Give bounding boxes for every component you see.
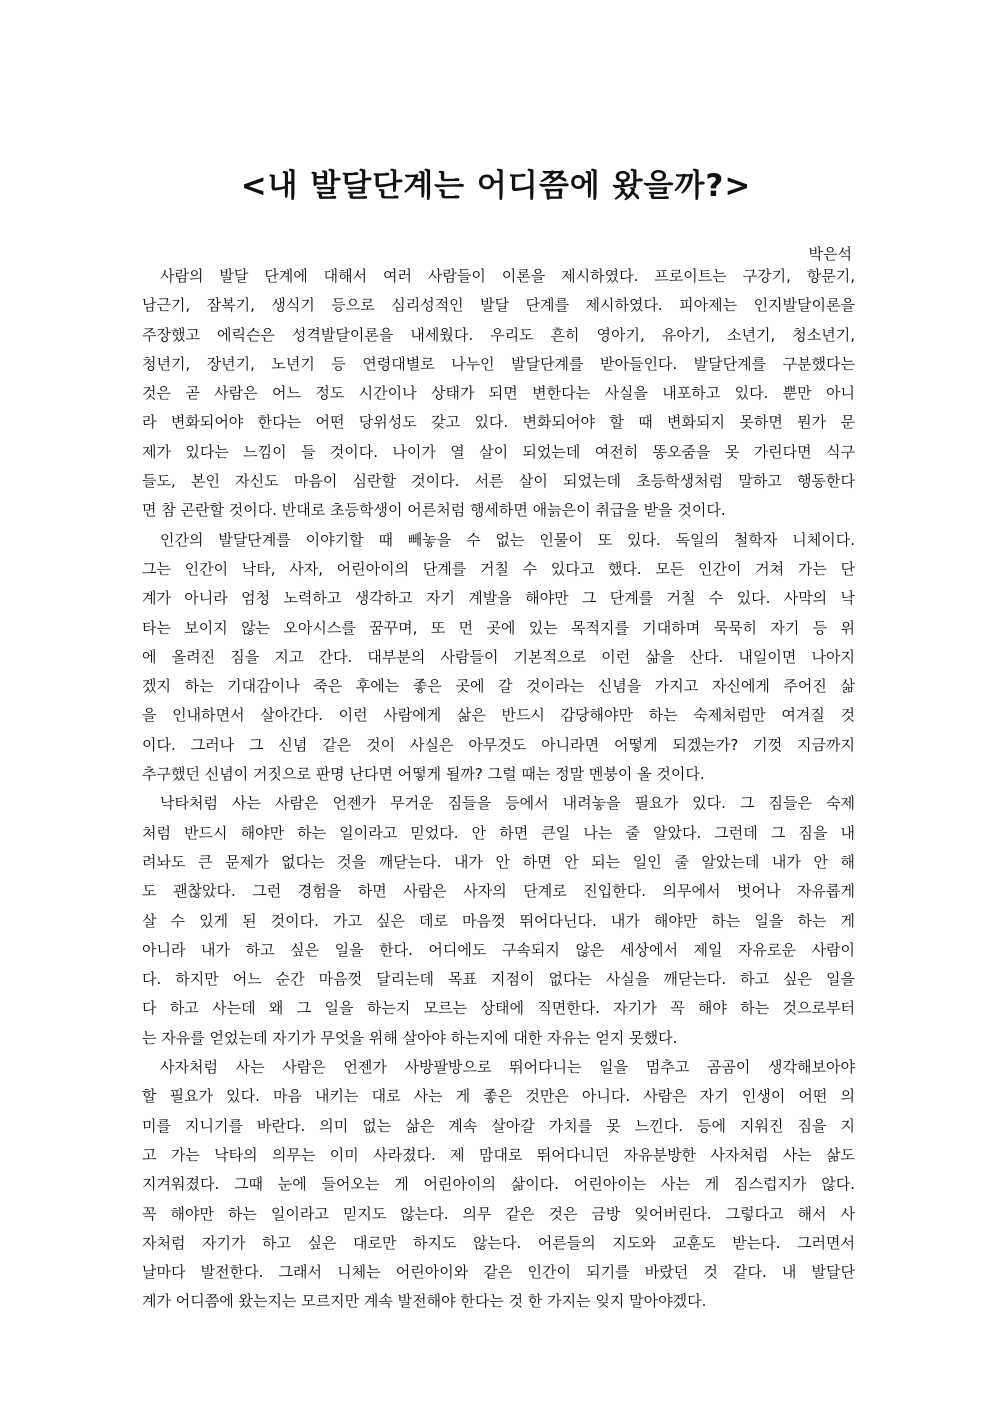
text-line: 날마다 발전한다. 그래서 니체는 어린아이와 같은 인간이 되기를 바랐던 것 같다. 내 발달단 (142, 1263, 855, 1282)
text-line: 이다. 그러나 그 신념 같은 것이 사실은 아무것도 아니라면 어떻게 되겠는가? 기껏 지금까지 (142, 735, 855, 754)
text-line: 제가 있다는 느낌이 들 것이다. 나이가 열 살이 되었는데 여전히 똥오줌을 못 가린다면 식구 (142, 442, 855, 461)
text-line: 계가 어디쯤에 왔는지는 모르지만 계속 발전해야 한다는 것 한 가지는 잊지 말아야겠다. (142, 1292, 707, 1311)
text-line: 다. 하지만 어느 순간 마음껏 달리는데 목표 지점이 없다는 사실을 깨닫는다. 하고 싶은 일을 (142, 970, 855, 989)
text-line: 려놔도 큰 문제가 없다는 것을 깨닫는다. 내가 안 하면 안 되는 일인 줄 알았는데 내가 안 해 (142, 852, 855, 871)
text-line: 꼭 해야만 하는 일이라고 믿지도 않는다. 의무 같은 것은 금방 잊어버린다. 그렇다고 해서 사 (142, 1204, 855, 1223)
text-line: 지겨워졌다. 그때 눈에 들어오는 게 어린아이의 삶이다. 어린아이는 사는 게 짐스럽지가 않다. (142, 1175, 855, 1194)
paragraph (142, 1053, 855, 1317)
text-line: 사람의 발달 단계에 대해서 여러 사람들이 이론을 제시하였다. 프로이트는 구강기, 항문기, (160, 267, 855, 285)
text-line: 타는 보이지 않는 오아시스를 꿈꾸며, 또 먼 곳에 있는 목적지를 기대하며 묵묵히 자기 등 위 (142, 618, 855, 637)
text-line: 겠지 하는 기대감이나 죽은 후에는 좋은 곳에 갈 것이라는 신념을 가지고 자신에게 주어진 삶 (142, 677, 855, 696)
paragraph (142, 526, 855, 790)
text-line: 남근기, 잠복기, 생식기 등으로 심리성적인 발달 단계를 제시하였다. 피아제는 인지발달이론을 (142, 296, 855, 315)
text-line: 인간의 발달단계를 이야기할 때 빼놓을 수 없는 인물이 또 있다. 독일의 철학자 니체이다. (160, 530, 855, 549)
text-line: 청년기, 장년기, 노년기 등 연령대별로 나누인 발달단계를 받아들인다. 발달단계를 구분했다는 (142, 354, 855, 373)
text-line: 주장했고 에릭슨은 성격발달이론을 내세웠다. 우리도 흔히 영아기, 유아기, 소년기, 청소년기, (142, 325, 855, 344)
text-line: 아니라 내가 하고 싶은 일을 한다. 어디에도 구속되지 않은 세상에서 제일 자유로운 사람이 (142, 940, 855, 959)
author-name: 박은석 (808, 245, 852, 263)
text-line: 계가 아니라 엄청 노력하고 생각하고 자기 계발을 해야만 그 단계를 거칠 수 있다. 사막의 낙 (142, 589, 855, 608)
paragraph (142, 262, 855, 526)
paragraph (142, 789, 855, 1053)
text-line: 들도, 본인 자신도 마음이 심란할 것이다. 서른 살이 되었는데 초등학생처럼 말하고 행동한다 (142, 472, 855, 491)
document-title: <내 발달단계는 어디쯤에 왔을까?> (240, 168, 752, 204)
text-line: 면 참 곤란할 것이다. 반대로 초등학생이 어른처럼 행세하면 애늙은이 취급을 받을 것이다. (142, 501, 726, 520)
text-line: 다 하고 사는데 왜 그 일을 하는지 모르는 상태에 직면한다. 자기가 꼭 해야 하는 것으로부터 (142, 999, 855, 1018)
text-line: 고 가는 낙타의 의무는 이미 사라졌다. 제 맘대로 뛰어다니던 자유분방한 사자처럼 사는 삶도 (142, 1145, 855, 1164)
text-line: 것은 곧 사람은 어느 정도 시간이나 상태가 되면 변한다는 사실을 내포하고 있다. 뿐만 아니 (142, 384, 855, 403)
document-body (142, 262, 855, 1317)
text-line: 그는 인간이 낙타, 사자, 어린아이의 단계를 거칠 수 있다고 했다. 모든 인간이 거쳐 가는 단 (142, 559, 855, 578)
text-line: 는 자유를 얻었는데 자기가 무엇을 위해 살아야 하는지에 대한 자유는 얻지 못했다. (142, 1028, 678, 1047)
text-line: 에 올려진 짐을 지고 간다. 대부분의 사람들이 기본적으로 이런 삶을 산다. 내일이면 나아지 (142, 647, 855, 666)
text-line: 자처럼 자기가 하고 싶은 대로만 하지도 않는다. 어른들의 지도와 교훈도 받는다. 그러면서 (142, 1233, 855, 1252)
text-line: 할 필요가 있다. 마음 내키는 대로 사는 게 좋은 것만은 아니다. 사람은 자기 인생이 어떤 의 (142, 1087, 855, 1106)
text-line: 라 변화되어야 한다는 어떤 당위성도 갖고 있다. 변화되어야 할 때 변화되지 못하면 뭔가 문 (142, 413, 855, 432)
text-line: 살 수 있게 된 것이다. 가고 싶은 데로 마음껏 뛰어다닌다. 내가 해야만 하는 일을 하는 게 (142, 911, 855, 930)
text-line: 미를 지니기를 바란다. 의미 없는 삶은 계속 살아갈 가치를 못 느낀다. 등에 지워진 짐을 지 (142, 1116, 855, 1135)
text-line: 낙타처럼 사는 사람은 언젠가 무거운 짐들을 등에서 내려놓을 필요가 있다. 그 짐들은 숙제 (160, 794, 855, 813)
text-line: 사자처럼 사는 사람은 언젠가 사방팔방으로 뛰어다니는 일을 멈추고 곰곰이 생각해보아야 (160, 1058, 855, 1077)
text-line: 을 인내하면서 살아간다. 이런 사람에게 삶은 반드시 감당해야만 하는 숙제처럼만 여겨질 것 (142, 706, 855, 725)
text-line: 도 괜찮았다. 그런 경험을 하면 사람은 사자의 단계로 진입한다. 의무에서 벗어나 자유롭게 (142, 882, 855, 901)
text-line: 추구했던 신념이 거짓으로 판명 난다면 어떻게 될까? 그럴 때는 정말 멘붕이 올 것이다. (142, 765, 705, 784)
text-line: 처럼 반드시 해야만 하는 일이라고 믿었다. 안 하면 큰일 나는 줄 알았다. 그런데 그 짐을 내 (142, 823, 855, 842)
